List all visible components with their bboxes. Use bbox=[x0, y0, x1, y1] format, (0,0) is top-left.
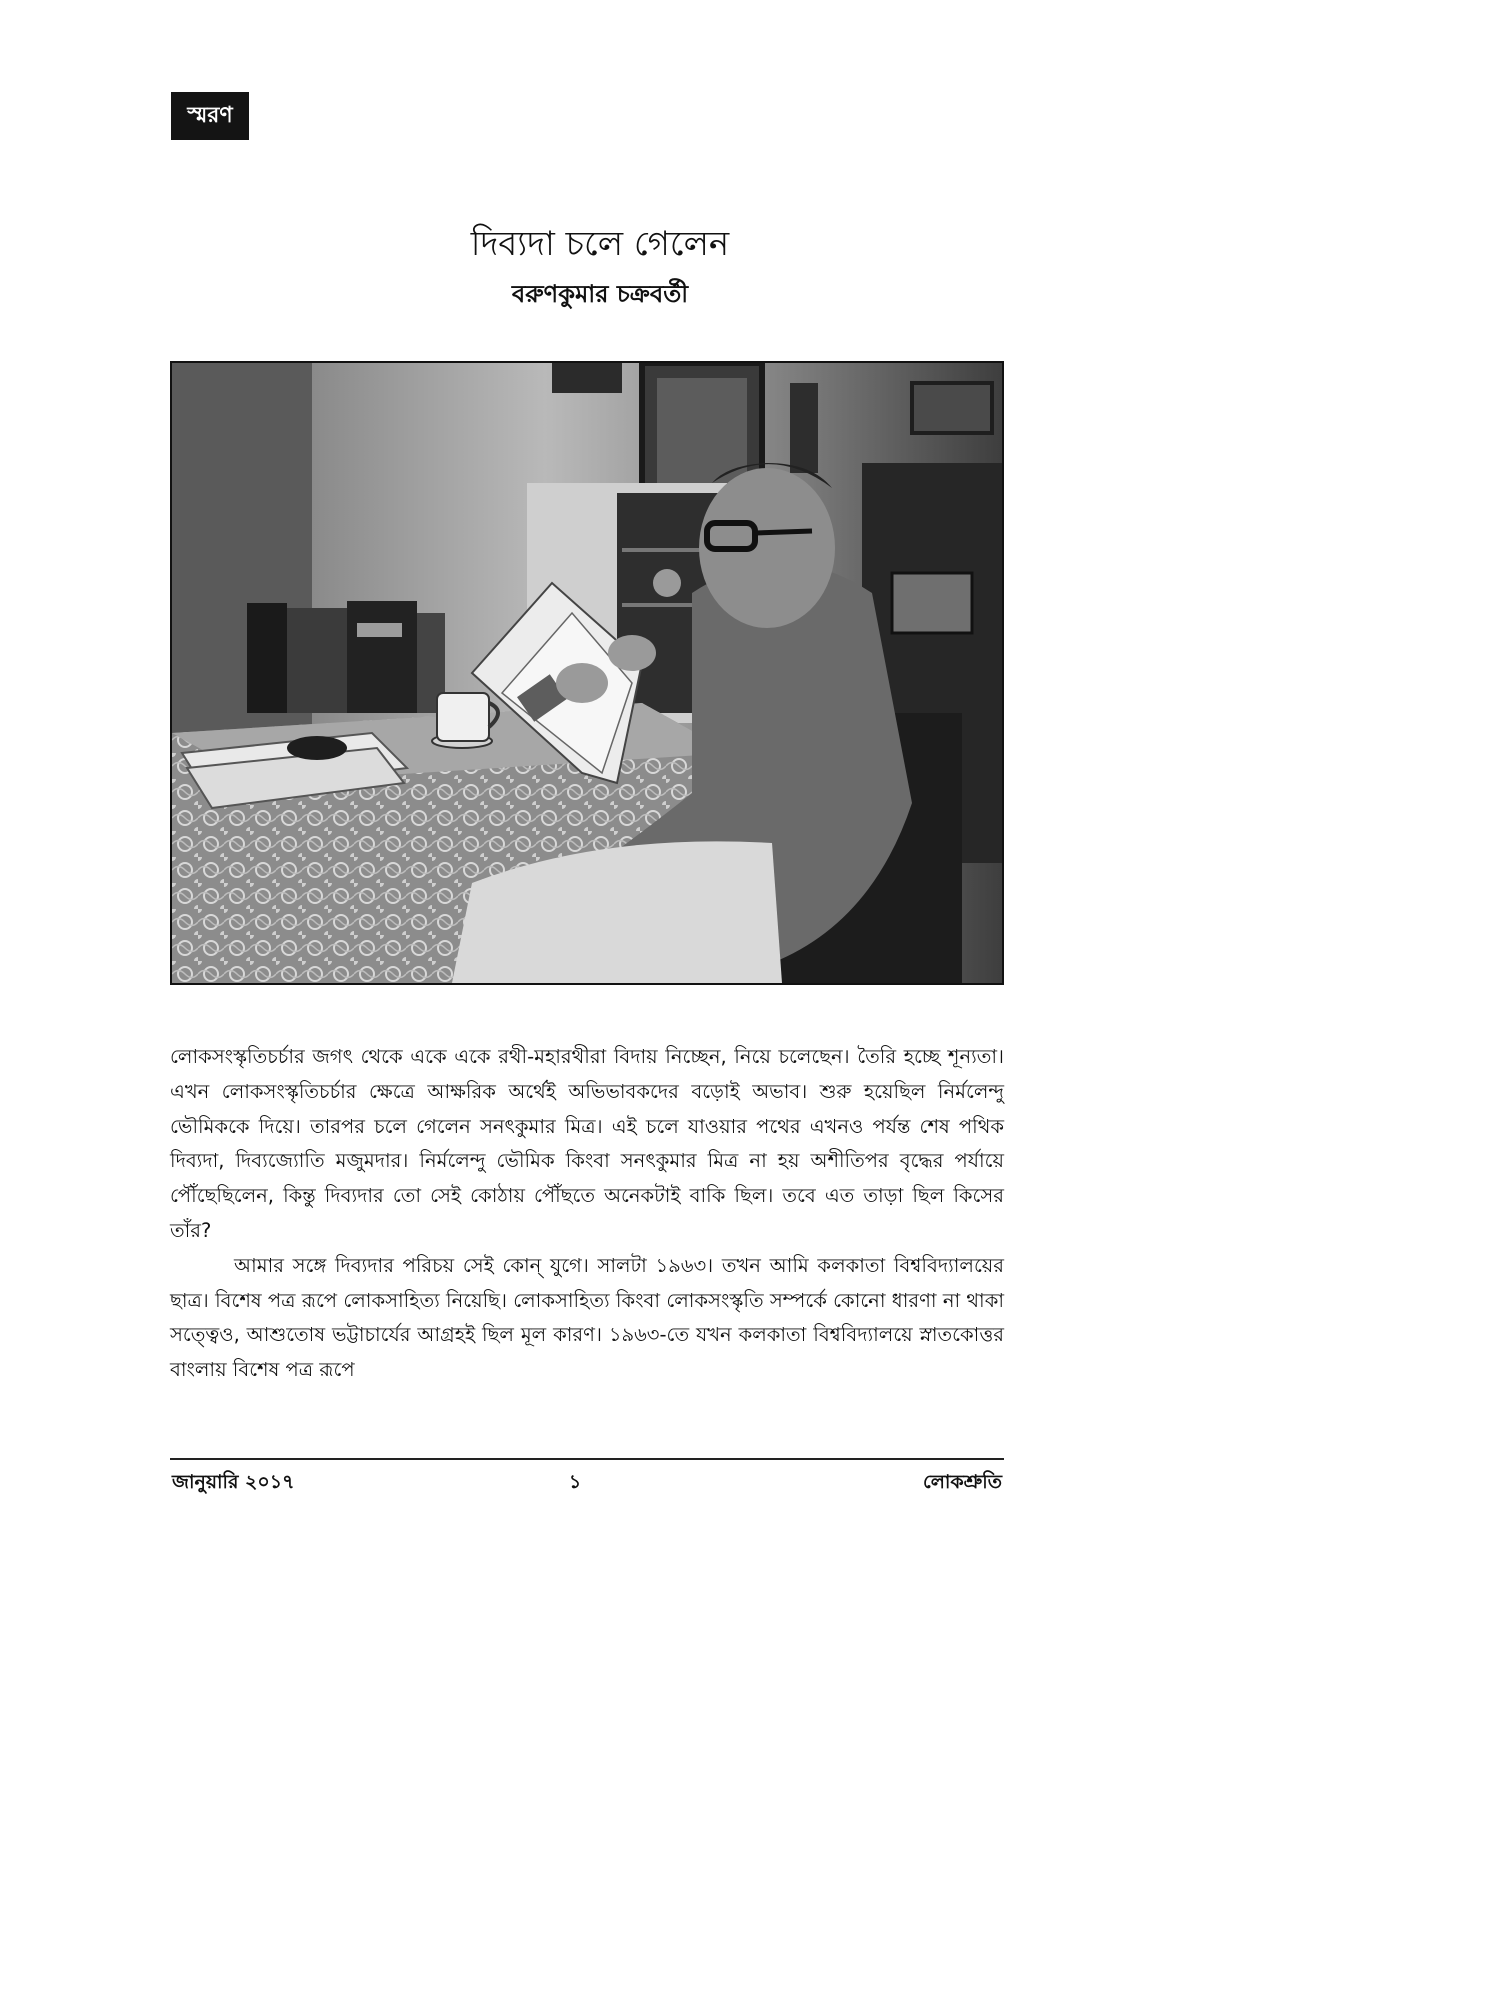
body-paragraph-2: আমার সঙ্গে দিব্যদার পরিচয় সেই কোন্ যুগে। সালটা ১৯৬৩। তখন আমি কলকাতা বিশ্ববিদ্যালয়ের ছাত্র। বিশেষ পত্র রূপে লোকসাহিত্য নিয়েছি। লোকসাহিত্য কিংবা লোকসংস্কৃতি সম্পর্কে কোনো ধারণা না থাকা সত্ত্বেও, আশুতোষ ভট্টাচার্যের আগ্রহই ছিল মূল কারণ। ১৯৬৩-তে যখন কলকাতা বিশ্ববিদ্যালয়ে স্নাতকোত্তর বাংলায় বিশেষ পত্র রূপে bbox=[170, 1253, 1004, 1382]
photo-illustration bbox=[172, 363, 1002, 983]
footer-date: জানুয়ারি ২০১৭ bbox=[172, 1471, 295, 1493]
page-number: ১ bbox=[568, 1471, 582, 1493]
section-tag: স্মরণ bbox=[171, 92, 249, 140]
article-title: দিব্যদা চলে গেলেন bbox=[470, 224, 730, 264]
journal-name: লোকশ্রুতি bbox=[922, 1471, 1002, 1493]
article-author: বরুণকুমার চক্রবর্তী bbox=[511, 280, 689, 308]
article-body bbox=[170, 1040, 1004, 1388]
article-photo bbox=[170, 361, 1004, 985]
body-paragraph-1: লোকসংস্কৃতিচর্চার জগৎ থেকে একে একে রথী-মহারথীরা বিদায় নিচ্ছেন, নিয়ে চলেছেন। তৈরি হচ্ছে শূন্যতা। এখন লোকসংস্কৃতিচর্চার ক্ষেত্রে আক্ষরিক অর্থেই অভিভাবকদের বড়োই অভাব। শুরু হয়েছিল নির্মলেন্দু ভৌমিককে দিয়ে। তারপর চলে গেলেন সনৎকুমার মিত্র। এই চলে যাওয়ার পথের এখনও পর্যন্ত শেষ পথিক দিব্যদা, দিব্যজ্যোতি মজুমদার। নির্মলেন্দু ভৌমিক কিংবা সনৎকুমার মিত্র না হয় অশীতিপর বৃদ্ধের পর্যায়ে পৌঁছেছিলেন, কিন্তু দিব্যদার তো সেই কোঠায় পৌঁছতে অনেকটাই বাকি ছিল। তবে এত তাড়া ছিল কিসের তাঁর? bbox=[170, 1045, 1004, 1242]
footer-divider bbox=[170, 1458, 1004, 1460]
